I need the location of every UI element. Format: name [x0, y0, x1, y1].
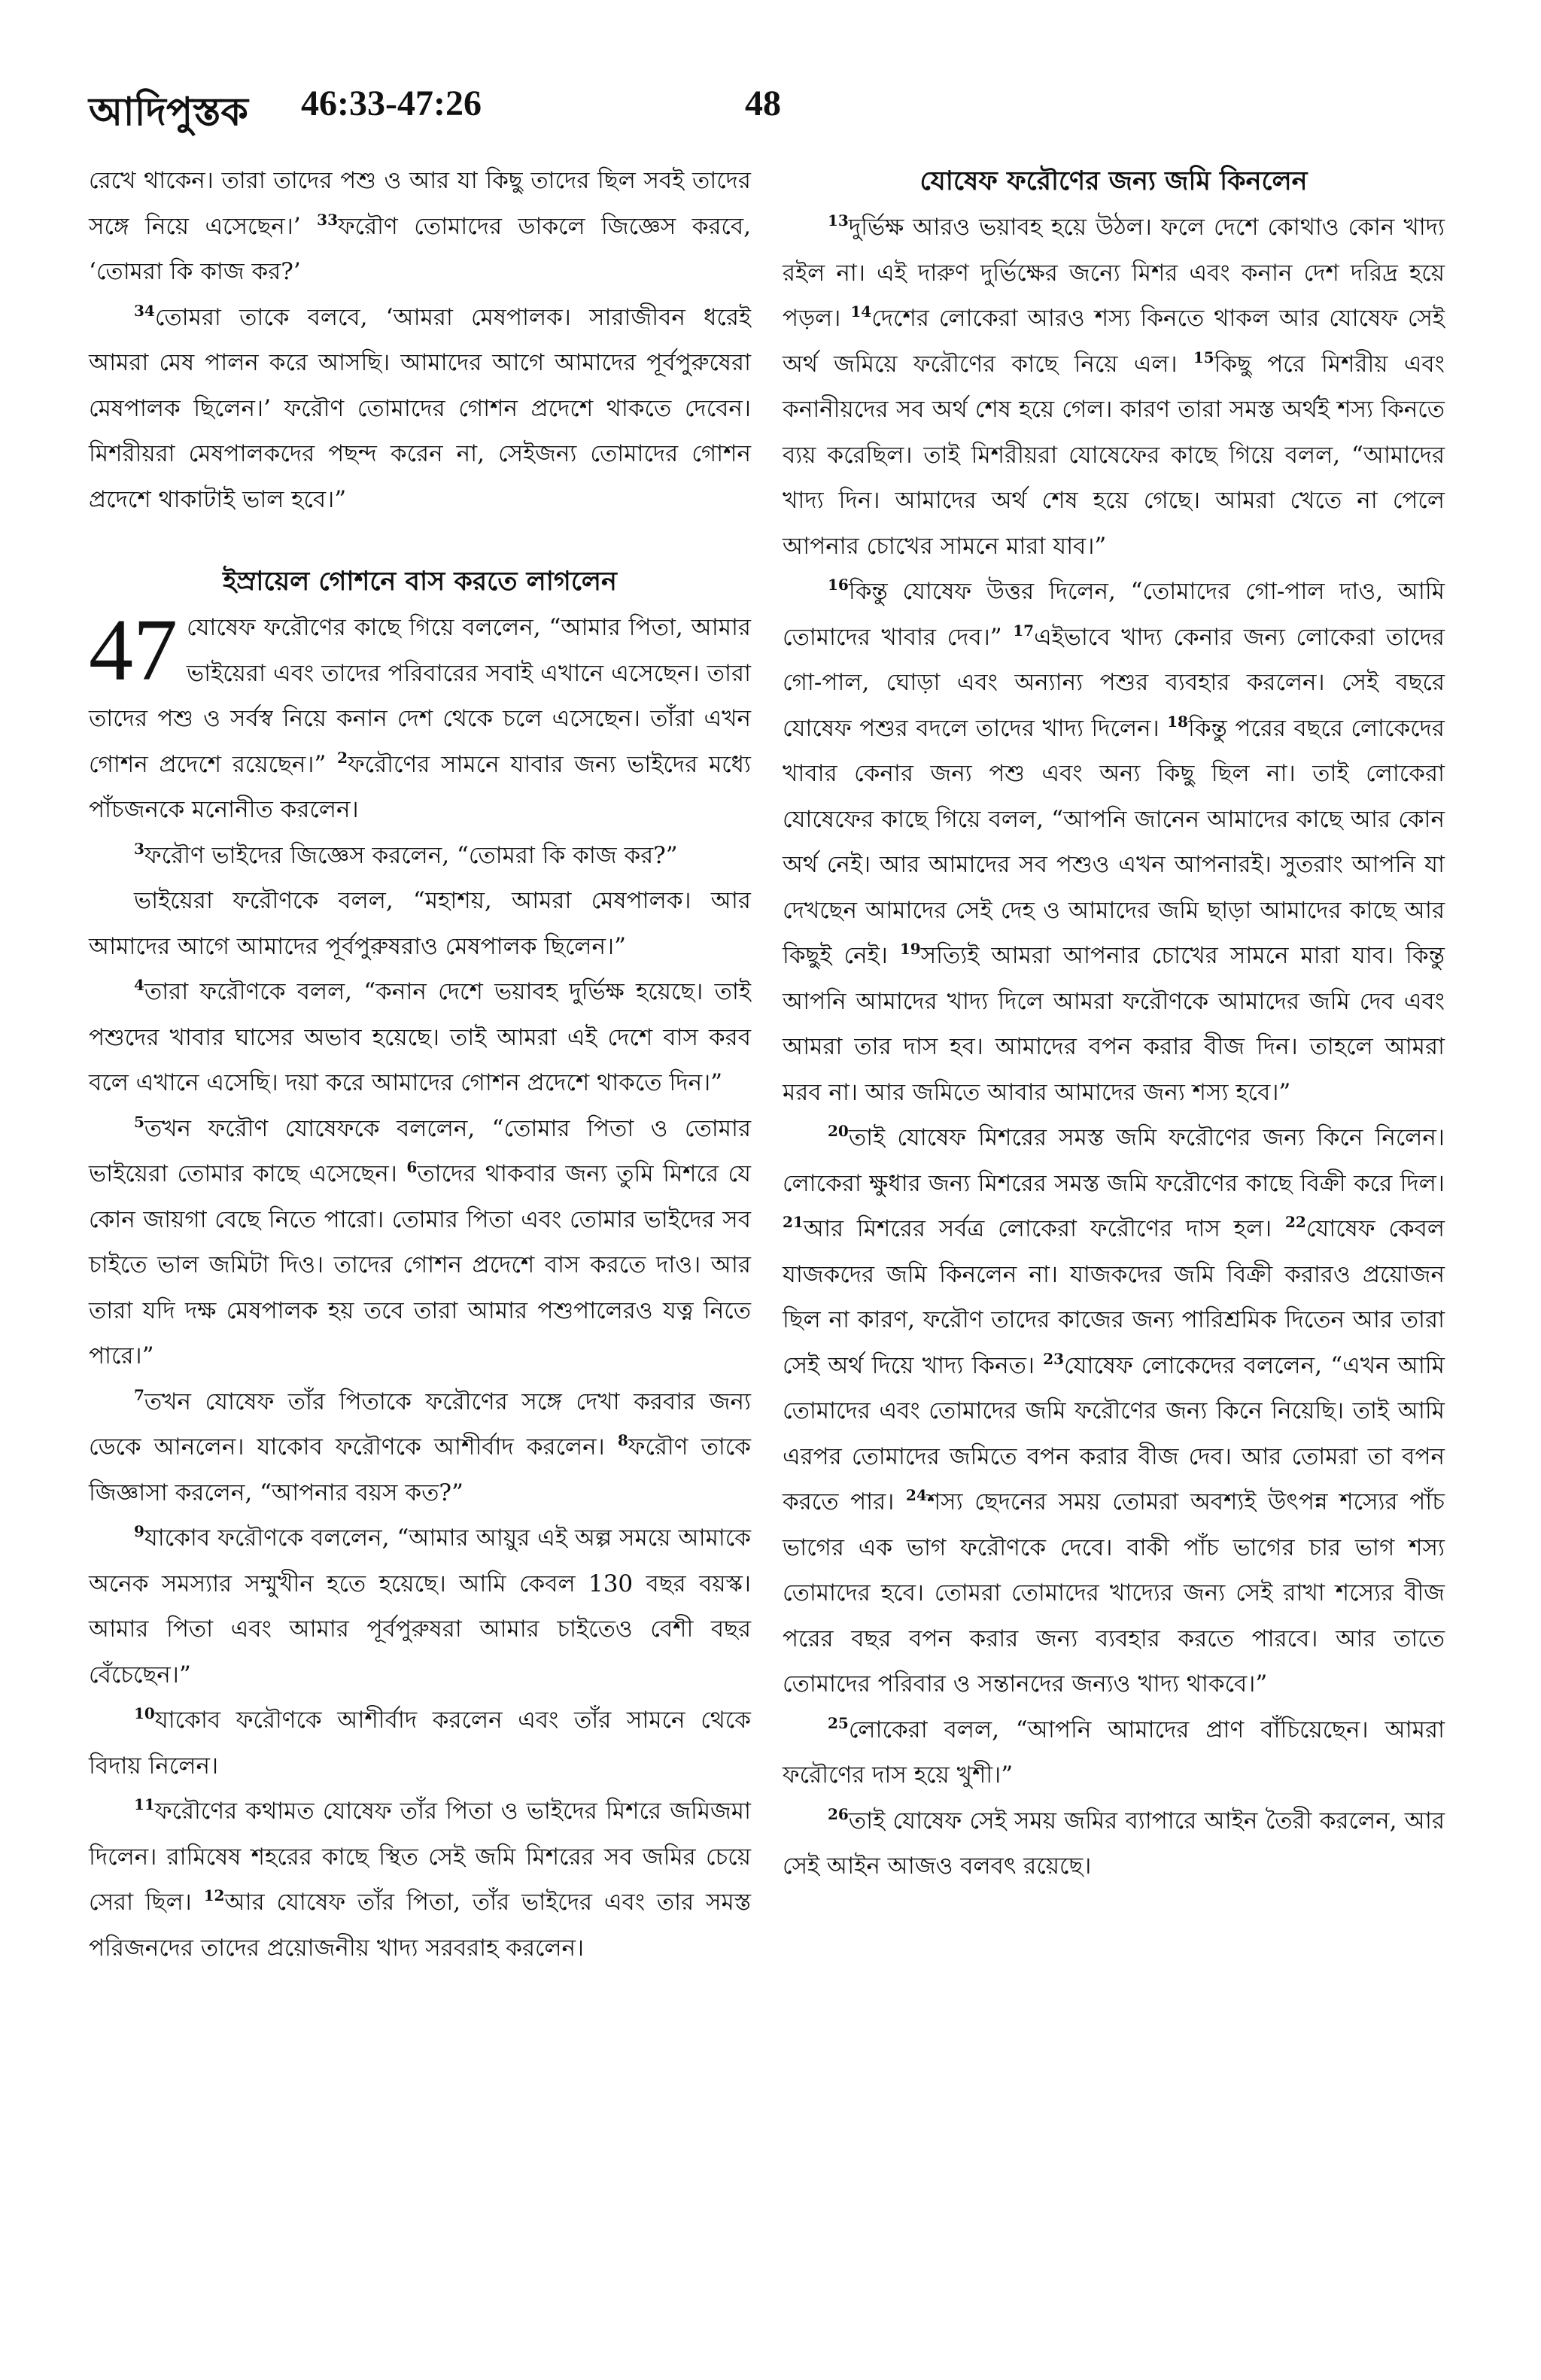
verse-text: সত্যিই আমরা আপনার চোখের সামনে মারা যাব। কিন্তু আপনি আমাদের খাদ্য দিলে আমরা ফরৌণকে আমাদের জমি দেব এবং আমরা তার দাস হব। আমাদের বপন করার বীজ দিন। তাহলে আমরা মরব না। আর জমিতে আবার আমাদের জন্য শস্য হবে।” — [783, 942, 1445, 1106]
verse-text: এইভাবে খাদ্য কেনার জন্য লোকেরা তাদের গো-পাল, ঘোড়া এবং অন্যান্য পশুর ব্যবহার করলেন। সেই বছরে যোষেফ পশুর বদলে তাদের খাদ্য দিলেন। — [783, 623, 1445, 742]
verse-number: 22 — [1285, 1213, 1306, 1231]
verse-number: 9 — [134, 1522, 144, 1540]
verse-text: যোষেফ লোকেদের বললেন, “এখন আমি তোমাদের এবং তোমাদের জমি ফরৌণের জন্য কিনে নিয়েছি। তাই আমি এরপর তোমাদের জমিতে বপন করার বীজ দেব। আর তোমরা তা বপন করতে পার। — [783, 1351, 1445, 1515]
paragraph — [89, 1515, 751, 1698]
paragraph — [783, 1707, 1445, 1798]
verse-number: 11 — [134, 1795, 155, 1813]
verse-number: 2 — [337, 748, 348, 767]
verse-number: 20 — [828, 1122, 849, 1140]
verse-text: ফরৌণের সামনে যাবার জন্য ভাইদের মধ্যে পাঁচজনকে মনোনীত করলেন। — [89, 750, 751, 823]
verse-text: দুর্ভিক্ষ আরও ভয়াবহ হয়ে উঠল। ফলে দেশে কোথাও কোন খাদ্য রইল না। এই দারুণ দুর্ভিক্ষের জন্যে মিশর এবং কনান দেশ দরিদ্র হয়ে পড়ল। — [783, 214, 1445, 332]
verse-number: 5 — [134, 1112, 144, 1131]
verse-number: 14 — [850, 302, 872, 321]
page-header — [89, 81, 1428, 134]
verse-text: কিন্তু পরের বছরে লোকেদের খাবার কেনার জন্য পশু এবং অন্য কিছু ছিল না। তাই লোকেরা যোষেফের কাছে গিয়ে বলল, “আপনি জানেন আমাদের কাছে আর কোন অর্থ নেই। আর আমাদের সব পশুও এখন আপনারই। সুতরাং আপনি যা দেখছেন আমাদের সেই দেহ ও আমাদের জমি ছাড়া আমাদের কাছে আর কিছুই নেই। — [783, 714, 1445, 969]
paragraph — [89, 833, 751, 879]
verse-text: ফরৌণ ভাইদের জিজ্ঞেস করলেন, “তোমরা কি কাজ কর?” — [144, 841, 678, 869]
paragraph — [89, 1379, 751, 1516]
verse-text: রেখে থাকেন। তারা তাদের পশু ও আর যা কিছু তাদের ছিল সবই তাদের সঙ্গে নিয়ে এসেছেন।’ — [89, 167, 751, 240]
verse-number: 26 — [828, 1804, 849, 1823]
verse-text: আর যোষেফ তাঁর পিতা, তাঁর ভাইদের এবং তার সমস্ত পরিজনদের তাদের প্রয়োজনীয় খাদ্য সরবরাহ করলেন। — [89, 1889, 751, 1962]
paragraph — [89, 1106, 751, 1379]
section-heading: যোষেফ ফরৌণের জন্য জমি কিনলেন — [919, 166, 1308, 196]
section-heading: ইস্রায়েল গোশনে বাস করতে লাগলেন — [223, 566, 617, 597]
paragraph — [89, 878, 751, 969]
book-title: আদিপুস্তক — [89, 89, 248, 135]
verse-number: 19 — [899, 940, 921, 958]
paragraph — [89, 295, 751, 523]
verse-text: যোষেফ ফরৌণের কাছে গিয়ে বললেন, “আমার পিতা, আমার ভাইয়েরা এবং তাদের পরিবারের সবাই এখানে এসেছেন। তারা তাদের পশু ও সর্বস্ব নিয়ে কনান দেশ থেকে চলে এসেছেন। তাঁরা এখন গোশন প্রদেশে রয়েছেন।” — [89, 614, 751, 778]
verse-number: 4 — [134, 976, 144, 994]
verse-number: 8 — [617, 1431, 628, 1449]
verse-number: 23 — [1043, 1349, 1065, 1368]
verse-number: 34 — [134, 301, 155, 320]
paragraph — [89, 158, 751, 295]
paragraph — [783, 569, 1445, 1115]
verse-number: 7 — [134, 1385, 144, 1404]
verse-text: ফরৌণ তাকে জিজ্ঞাসা করলেন, “আপনার বয়স কত?” — [89, 1433, 751, 1506]
verse-text: যাকোব ফরৌণকে আশীর্বাদ করলেন এবং তাঁর সামনে থেকে বিদায় নিলেন। — [89, 1707, 751, 1780]
verse-text: ভাইয়েরা ফরৌণকে বলল, “মহাশয়, আমরা মেষপালক। আর আমাদের আগে আমাদের পূর্বপুরুষরাও মেষপালক ছিলেন।” — [89, 887, 751, 960]
paragraph — [89, 969, 751, 1106]
paragraph — [89, 1698, 751, 1789]
verse-number: 18 — [1167, 712, 1188, 731]
left-column — [89, 158, 751, 1971]
verse-text: দেশের লোকেরা আরও শস্য কিনতে থাকল আর যোষেফ সেই অর্থ জমিয়ে ফরৌণের কাছে নিয়ে এল। — [783, 305, 1445, 378]
chapter-verse-range: 46:33-47:26 — [301, 84, 482, 123]
verse-text: তখন যোষেফ তাঁর পিতাকে ফরৌণের সঙ্গে দেখা করবার জন্য ডেকে আনলেন। যাকোব ফরৌণকে আশীর্বাদ করলেন। — [89, 1388, 751, 1461]
verse-text: তাই যোষেফ মিশরের সমস্ত জমি ফরৌণের জন্য কিনে নিলেন। লোকেরা ক্ষুধার জন্য মিশরের সমস্ত জমি ফরৌণের কাছে বিক্রী করে দিল। — [783, 1124, 1445, 1197]
paragraph — [89, 1789, 751, 1971]
verse-number: 16 — [828, 576, 849, 594]
verse-text: লোকেরা বলল, “আপনি আমাদের প্রাণ বাঁচিয়েছেন। আমরা ফরৌণের দাস হয়ে খুশী।” — [783, 1716, 1445, 1789]
verse-number: 33 — [317, 210, 339, 229]
verse-text: তারা ফরৌণকে বলল, “কনান দেশে ভয়াবহ দুর্ভিক্ষ হয়েছে। তাই পশুদের খাবার ঘাসের অভাব হয়েছে। তাই আমরা এই দেশে বাস করব বলে এখানে এসেছি। দয়া করে আমাদের গোশন প্রদেশে থাকতে দিন।” — [89, 978, 751, 1096]
verse-number: 15 — [1193, 348, 1214, 366]
verse-text: আর মিশরের সর্বত্র লোকেরা ফরৌণের দাস হল। — [803, 1215, 1272, 1242]
verse-number: 17 — [1013, 621, 1035, 640]
verse-text: যোষেফ কেবল যাজকদের জমি কিনলেন না। যাজকদের জমি বিক্রী করারও প্রয়োজন ছিল না কারণ, ফরৌণ তাদের কাজের জন্য পারিশ্রমিক দিতেন আর তারা সেই অর্থ দিয়ে খাদ্য কিনত। — [783, 1215, 1445, 1379]
verse-text: তোমরা তাকে বলবে, ‘আমরা মেষপালক। সারাজীবন ধরেই আমরা মেষ পালন করে আসছি। আমাদের আগে আমাদের পূর্বপুরুষেরা মেষপালক ছিলেন।’ ফরৌণ তোমাদের গোশন প্রদেশে থাকতে দেবেন। মিশরীয়রা মেষপালকদের পছন্দ করেন না, সেইজন্য তোমাদের গোশন প্রদেশে থাকাটাই ভাল হবে।” — [89, 303, 751, 513]
verse-text: যাকোব ফরৌণকে বললেন, “আমার আয়ুর এই অল্প সময়ে আমাকে অনেক সমস্যার সম্মুখীন হতে হয়েছে। আমি কেবল 130 বছর বয়স্ক। আমার পিতা এবং আমার পূর্বপুরুষরা আমার চাইতেও বেশী বছর বেঁচেছেন।” — [89, 1524, 751, 1688]
verse-text: কিছু পরে মিশরীয় এবং কনানীয়দের সব অর্থ শেষ হয়ে গেল। কারণ তারা সমস্ত অর্থই শস্য কিনতে ব্যয় করেছিল। তাই মিশরীয়রা যোষেফের কাছে গিয়ে বলল, “আমাদের খাদ্য দিন। আমাদের অর্থ শেষ হয়ে গেছে। আমরা খেতে না পেলে আপনার চোখের সামনে মারা যাব।” — [783, 350, 1445, 560]
verse-number: 21 — [783, 1213, 804, 1231]
verse-text: ফরৌণের কথামত যোষেফ তাঁর পিতা ও ভাইদের মিশরে জমিজমা দিলেন। রামিষেষ শহরের কাছে স্থিত সেই জমি মিশরের সব জমির চেয়ে সেরা ছিল। — [89, 1798, 751, 1916]
verse-number: 25 — [828, 1713, 849, 1732]
verse-text: শস্য ছেদনের সময় তোমরা অবশ্যই উৎপন্ন শস্যের পাঁচ ভাগের এক ভাগ ফরৌণকে দেবে। বাকী পাঁচ ভাগের চার ভাগ শস্য তোমাদের হবে। তোমরা তোমাদের খাদ্যের জন্য সেই রাখা শস্যের বীজ পরের বছর বপন করার জন্য ব্যবহার করতে পারবে। আর তাতে তোমাদের পরিবার ও সন্তানদের জন্যও খাদ্য থাকবে।” — [783, 1488, 1445, 1698]
paragraph — [89, 600, 751, 833]
chapter-number: 47 — [89, 600, 178, 699]
right-column — [783, 158, 1445, 1889]
paragraph — [783, 1798, 1445, 1889]
page-number: 48 — [745, 84, 781, 123]
verse-number: 12 — [203, 1886, 225, 1904]
verse-text: তাদের থাকবার জন্য তুমি মিশরে যে কোন জায়গা বেছে নিতে পারো। তোমার পিতা এবং তোমার ভাইদের সব চাইতে ভাল জমিটা দিও। তাদের গোশন প্রদেশে বাস করতে দাও। আর তারা যদি দক্ষ মেষপালক হয় তবে তারা আমার পশুপালেরও যত্ন নিতে পারে।” — [89, 1160, 751, 1369]
verse-number: 24 — [905, 1486, 927, 1504]
verse-number: 6 — [406, 1158, 418, 1176]
paragraph — [783, 205, 1445, 569]
verse-number: 13 — [828, 211, 849, 229]
verse-text: তখন ফরৌণ যোষেফকে বললেন, “তোমার পিতা ও তোমার ভাইয়েরা তোমার কাছে এসেছেন। — [89, 1114, 751, 1187]
verse-text: কিন্তু যোষেফ উত্তর দিলেন, “তোমাদের গো-পাল দাও, আমি তোমাদের খাবার দেব।” — [783, 578, 1445, 651]
paragraph — [783, 1115, 1445, 1707]
verse-text: ফরৌণ তোমাদের ডাকলে জিজ্ঞেস করবে, ‘তোমরা কি কাজ কর?’ — [89, 212, 751, 285]
verse-number: 3 — [134, 839, 144, 858]
verse-text: তাই যোষেফ সেই সময় জমির ব্যাপারে আইন তৈরী করলেন, আর সেই আইন আজও বলবৎ রয়েছে। — [783, 1807, 1445, 1880]
verse-number: 10 — [134, 1704, 155, 1722]
